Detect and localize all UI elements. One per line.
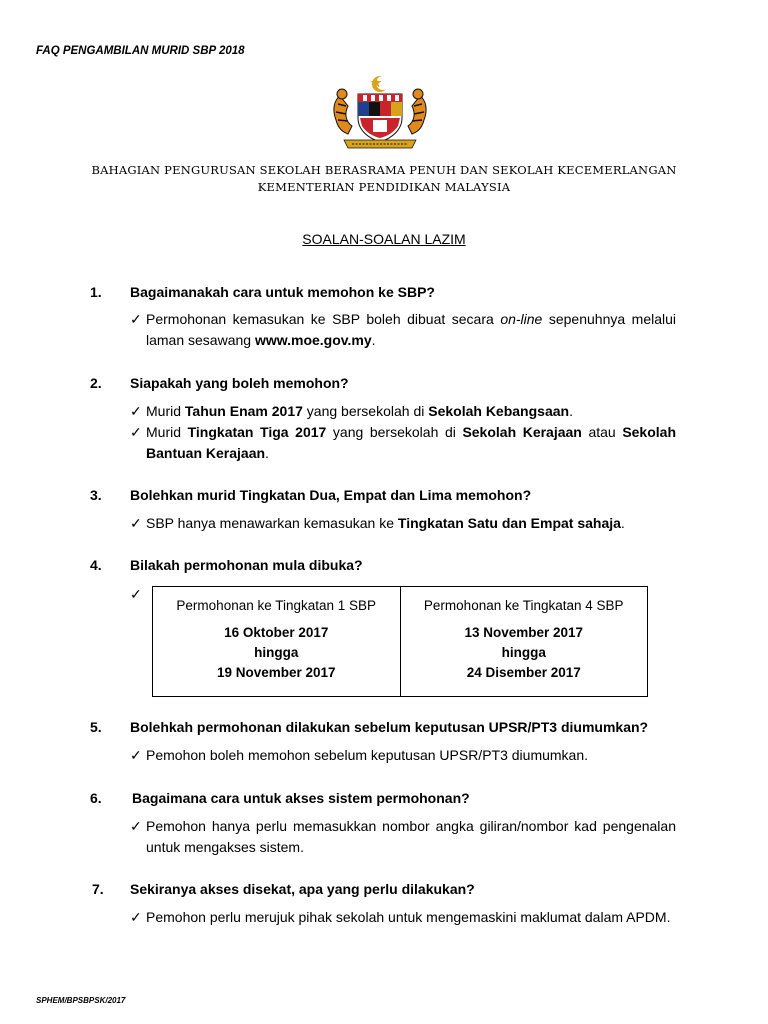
question-number: 3. [90,487,102,503]
document-header-title: FAQ PENGAMBILAN MURID SBP 2018 [36,45,245,57]
form-1-dates-cell [153,587,401,697]
faq-answer-2-1: ✓ Murid Tahun Enam 2017 yang bersekolah di Sekolah Kebangsaan. [130,401,676,422]
question-text: Bolehkan murid Tingkatan Dua, Empat dan Lima memohon? [130,487,532,503]
form-1-until: hingga [254,645,299,660]
form-4-dates-cell [400,587,648,697]
document-footer-code: SPHEM/BPSBPSK/2017 [36,996,126,1005]
faq-answer-1-1: ✓ Permohonan kemasukan ke SBP boleh dibuat secara on-line sepenuhnya melalui laman sesawang www.moe.gov.my. [130,311,677,348]
checkmark-icon: ✓ [130,586,142,602]
question-text: Bilakah permohonan mula dibuka? [130,557,363,573]
question-text: Bagaimanakah cara untuk memohon ke SBP? [130,284,435,300]
checkmark-icon: ✓ [130,818,142,834]
checkmark-icon: ✓ [130,424,142,440]
moe-website-link-text: www.moe.gov.my [254,332,372,348]
form-4-start-date: 13 November 2017 [464,625,584,640]
form-1-start-date: 16 Oktober 2017 [224,625,329,640]
malaysia-coat-of-arms-logo [326,74,434,150]
organization-name-block [0,162,768,196]
checkmark-icon: ✓ [130,311,142,327]
organization-ministry-name: KEMENTERIAN PENDIDIKAN MALAYSIA [257,180,511,194]
question-text: Siapakah yang boleh memohon? [130,375,349,391]
faq-answer-5-1: ✓ Pemohon boleh memohon sebelum keputusan UPSR/PT3 diumumkan. [130,745,676,766]
faq-answer-7-1: ✓ Pemohon perlu merujuk pihak sekolah untuk mengemaskini maklumat dalam APDM. [130,907,676,928]
question-number: 7. [92,881,104,897]
form-1-header: Permohonan ke Tingkatan 1 SBP [176,598,377,613]
organization-division-name: BAHAGIAN PENGURUSAN SEKOLAH BERASRAMA PENUH DAN SEKOLAH KECEMERLANGAN [91,163,677,177]
checkmark-icon: ✓ [130,515,142,531]
application-dates-table [152,586,648,697]
page-title: SOALAN-SOALAN LAZIM [302,231,466,247]
question-text: Bolehkah permohonan dilakukan sebelum keputusan UPSR/PT3 diumumkan? [130,719,649,735]
question-number: 4. [90,557,102,573]
question-number: 1. [90,284,102,300]
form-1-end-date: 19 November 2017 [216,665,336,680]
checkmark-icon: ✓ [130,909,142,925]
question-number: 6. [90,790,102,806]
question-number: 5. [90,719,102,735]
form-4-end-date: 24 Disember 2017 [466,665,581,680]
question-number: 2. [90,375,102,391]
question-text: Sekiranya akses disekat, apa yang perlu dilakukan? [130,881,475,897]
form-4-until: hingga [501,645,546,660]
faq-answer-3-1: ✓ SBP hanya menawarkan kemasukan ke Tingkatan Satu dan Empat sahaja. [130,513,676,534]
checkmark-icon: ✓ [130,747,142,763]
checkmark-icon: ✓ [130,403,142,419]
form-4-header: Permohonan ke Tingkatan 4 SBP [423,598,624,613]
faq-answer-6-1: ✓ Pemohon hanya perlu memasukkan nombor angka giliran/nombor kad pengenalan untuk mengakses sistem. [130,818,676,855]
faq-answer-2-2: ✓ Murid Tingkatan Tiga 2017 yang bersekolah di Sekolah Kerajaan atau Sekolah Bantuan Kerajaan. [130,424,677,461]
question-text: Bagaimana cara untuk akses sistem permohonan? [132,790,470,806]
